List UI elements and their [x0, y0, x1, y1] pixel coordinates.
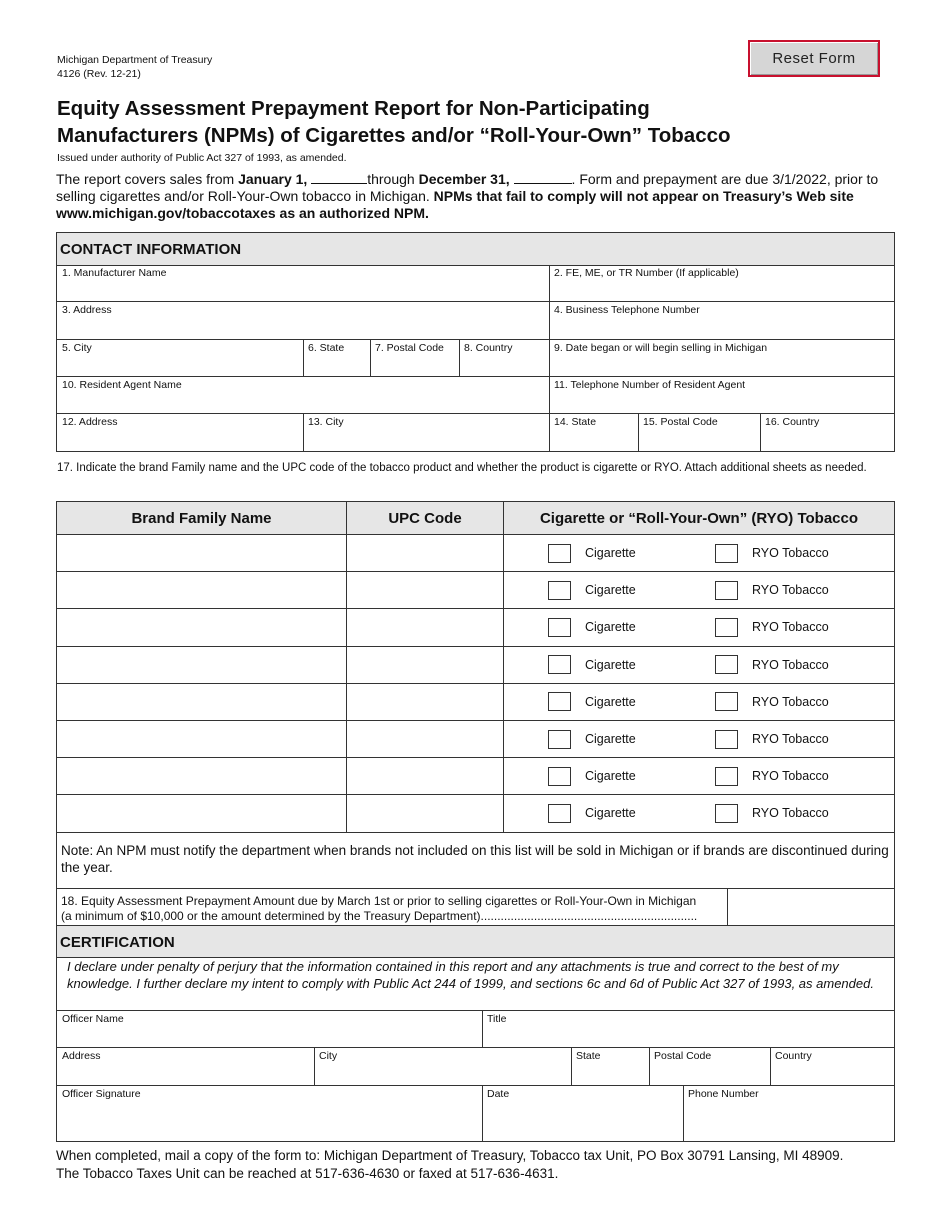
brand-family-cell[interactable] — [57, 758, 347, 795]
officer-title-field[interactable] — [482, 1011, 895, 1048]
cert-country-field[interactable] — [770, 1048, 895, 1086]
product-type-cell — [504, 795, 895, 832]
officer-title-label: Title — [487, 1013, 507, 1025]
ryo-checkbox[interactable] — [715, 655, 738, 674]
ryo-label: RYO Tobacco — [752, 546, 829, 561]
agent-postal-label: 15. Postal Code — [643, 416, 718, 428]
cigarette-checkbox[interactable] — [548, 730, 571, 749]
mailing-address: When completed, mail a copy of the form to: Michigan Department of Treasury, Tobacco tax Unit, PO Box 30791 Lansing, MI 48909. — [56, 1148, 844, 1163]
product-type-cell — [504, 758, 895, 795]
cert-country-label: Country — [775, 1050, 812, 1062]
cert-date-label: Date — [487, 1088, 510, 1100]
certification-heading: CERTIFICATION — [56, 925, 895, 958]
cigarette-checkbox[interactable] — [548, 655, 571, 674]
fein-field[interactable] — [549, 265, 895, 302]
product-type-options — [504, 655, 894, 674]
ryo-checkbox[interactable] — [715, 692, 738, 711]
cigarette-checkbox[interactable] — [548, 767, 571, 786]
cert-address-label: Address — [62, 1050, 101, 1062]
manufacturer-name-label: 1. Manufacturer Name — [62, 267, 167, 279]
city-field[interactable] — [57, 340, 304, 377]
country-label: 8. Country — [464, 342, 513, 354]
title-line-2: Manufacturers (NPMs) of Cigarettes and/or “Roll-Your-Own” Tobacco — [57, 124, 731, 147]
reset-form-button[interactable]: Reset Form — [748, 40, 880, 77]
officer-signature-label: Officer Signature — [62, 1088, 141, 1100]
cigarette-checkbox[interactable] — [548, 804, 571, 823]
cigarette-checkbox[interactable] — [548, 581, 571, 600]
authority-note: Issued under authority of Public Act 327 of 1993, as amended. — [57, 152, 347, 164]
brand-family-cell[interactable] — [57, 609, 347, 646]
brand-family-cell[interactable] — [57, 683, 347, 720]
cert-city-label: City — [319, 1050, 338, 1062]
ryo-checkbox[interactable] — [715, 804, 738, 823]
brand-family-cell[interactable] — [57, 572, 347, 609]
brand-row — [57, 572, 895, 609]
question-18-line-2: (a minimum of $10,000 or the amount determined by the Treasury Department)................................................................. — [61, 909, 698, 923]
country-field[interactable] — [459, 340, 550, 377]
brand-row — [57, 758, 895, 795]
cert-address-field[interactable] — [57, 1048, 315, 1086]
title-line-1: Equity Assessment Prepayment Report for Non-Participating — [57, 97, 650, 120]
upc-code-cell[interactable] — [347, 572, 504, 609]
ryo-label: RYO Tobacco — [752, 732, 829, 747]
product-type-options — [504, 618, 894, 637]
agent-country-field[interactable] — [760, 414, 895, 452]
ryo-label: RYO Tobacco — [752, 657, 829, 672]
fein-label: 2. FE, ME, or TR Number (If applicable) — [554, 267, 739, 279]
agent-state-label: 14. State — [554, 416, 597, 428]
product-type-header: Cigarette or “Roll-Your-Own” (RYO) Tobacco — [504, 502, 895, 535]
contact-heading: CONTACT INFORMATION — [56, 232, 895, 266]
agent-phone-field[interactable] — [549, 377, 895, 414]
cert-postal-label: Postal Code — [654, 1050, 712, 1062]
business-phone-label: 4. Business Telephone Number — [554, 304, 700, 316]
ryo-label: RYO Tobacco — [752, 806, 829, 821]
product-type-options — [504, 767, 894, 786]
product-type-options — [504, 581, 894, 600]
brand-row — [57, 646, 895, 683]
brand-row — [57, 720, 895, 757]
department-name: Michigan Department of Treasury — [57, 54, 213, 66]
product-type-cell — [504, 720, 895, 757]
product-type-options — [504, 544, 894, 563]
upc-code-cell[interactable] — [347, 535, 504, 572]
brand-row — [57, 535, 895, 572]
cigarette-checkbox[interactable] — [548, 618, 571, 637]
cigarette-label: Cigarette — [585, 694, 636, 709]
upc-code-header: UPC Code — [347, 502, 504, 535]
brand-family-cell[interactable] — [57, 795, 347, 832]
intro-december: December 31, — [418, 171, 510, 187]
question-17: 17. Indicate the brand Family name and the UPC code of the tobacco product and whether the product is cigarette or RYO. Attach additional sheets as needed. — [57, 462, 867, 474]
selling-date-label: 9. Date began or will begin selling in Michigan — [554, 342, 768, 354]
cigarette-label: Cigarette — [585, 583, 636, 598]
agent-state-field[interactable] — [549, 414, 639, 452]
cert-city-field[interactable] — [314, 1048, 572, 1086]
postal-code-field[interactable] — [370, 340, 460, 377]
product-type-cell — [504, 646, 895, 683]
brand-note: Note: An NPM must notify the department when brands not included on this list will be sold in Michigan or if brands are discontinued during the year. — [56, 832, 895, 889]
intro-warning: NPMs that fail to comply will not appear on Treasury’s Web site www.michigan.gov/tobaccotaxes as an authorized NPM. — [56, 188, 854, 221]
upc-code-cell[interactable] — [347, 720, 504, 757]
ryo-checkbox[interactable] — [715, 730, 738, 749]
business-phone-field[interactable] — [549, 302, 895, 340]
end-year-field[interactable] — [514, 172, 572, 184]
brand-family-header: Brand Family Name — [57, 502, 347, 535]
intro-january: January 1, — [238, 171, 308, 187]
cigarette-label: Cigarette — [585, 732, 636, 747]
resident-agent-field[interactable] — [57, 377, 550, 414]
cigarette-label: Cigarette — [585, 546, 636, 561]
product-type-options — [504, 730, 894, 749]
page-title — [57, 95, 897, 149]
intro-paragraph — [56, 171, 901, 222]
product-type-cell — [504, 572, 895, 609]
cert-date-field[interactable] — [482, 1086, 684, 1142]
cert-phone-field[interactable] — [683, 1086, 895, 1142]
contact-grid — [56, 265, 895, 452]
state-label: 6. State — [308, 342, 345, 354]
brand-family-cell[interactable] — [57, 535, 347, 572]
upc-code-cell[interactable] — [347, 795, 504, 832]
cigarette-label: Cigarette — [585, 769, 636, 784]
mailing-instructions — [56, 1147, 916, 1183]
officer-name-label: Officer Name — [62, 1013, 124, 1025]
ryo-checkbox[interactable] — [715, 544, 738, 563]
state-field[interactable] — [303, 340, 371, 377]
ryo-label: RYO Tobacco — [752, 583, 829, 598]
question-18-text — [61, 894, 726, 924]
ryo-label: RYO Tobacco — [752, 694, 829, 709]
brand-family-cell[interactable] — [57, 720, 347, 757]
selling-date-field[interactable] — [549, 340, 895, 377]
cigarette-label: Cigarette — [585, 620, 636, 635]
agent-address-label: 12. Address — [62, 416, 118, 428]
officer-signature-field[interactable] — [57, 1086, 483, 1142]
ryo-label: RYO Tobacco — [752, 769, 829, 784]
ryo-checkbox[interactable] — [715, 618, 738, 637]
ryo-checkbox[interactable] — [715, 767, 738, 786]
contact-phone: The Tobacco Taxes Unit can be reached at 517-636-4630 or faxed at 517-636-4631. — [56, 1166, 559, 1181]
product-type-cell — [504, 535, 895, 572]
ryo-label: RYO Tobacco — [752, 620, 829, 635]
question-18-line-1: 18. Equity Assessment Prepayment Amount due by March 1st or prior to selling cigarettes or Roll-Your-Own in Michigan — [61, 894, 697, 908]
officer-name-field[interactable] — [57, 1011, 483, 1048]
product-type-cell — [504, 683, 895, 720]
brand-row — [57, 795, 895, 832]
cert-phone-label: Phone Number — [688, 1088, 759, 1100]
brand-row — [57, 683, 895, 720]
cert-state-label: State — [576, 1050, 601, 1062]
cigarette-label: Cigarette — [585, 806, 636, 821]
cigarette-checkbox[interactable] — [548, 692, 571, 711]
agent-city-field[interactable] — [303, 414, 550, 452]
brands-header-row — [57, 502, 895, 535]
cigarette-checkbox[interactable] — [548, 544, 571, 563]
brand-row — [57, 609, 895, 646]
city-label: 5. City — [62, 342, 92, 354]
prepayment-amount-field[interactable] — [728, 889, 894, 925]
agent-country-label: 16. Country — [765, 416, 820, 428]
intro-through: through — [367, 171, 419, 187]
address-field[interactable] — [57, 302, 550, 340]
upc-code-cell[interactable] — [347, 758, 504, 795]
manufacturer-name-field[interactable] — [57, 265, 550, 302]
brands-table — [56, 501, 895, 833]
upc-code-cell[interactable] — [347, 609, 504, 646]
form-meta — [57, 53, 212, 81]
declaration-text: I declare under penalty of perjury that the information contained in this report and any attachments is true and correct to the best of my knowledge. I further declare my intent to comply with Public Act 244 of 1999, and sections 6c and 6d of Public Act 327 of 1993, as amended. — [56, 957, 895, 1011]
postal-code-label: 7. Postal Code — [375, 342, 444, 354]
intro-text-2: . Form and prepayment are due 3/1/2022, prior to selling cigarettes and/or Roll-Your-Own tobacco in Michigan. — [56, 171, 879, 204]
agent-phone-label: 11. Telephone Number of Resident Agent — [554, 379, 746, 391]
question-18 — [56, 888, 895, 926]
upc-code-cell[interactable] — [347, 683, 504, 720]
start-year-field[interactable] — [311, 172, 367, 184]
form-number: 4126 (Rev. 12-21) — [57, 68, 141, 80]
agent-postal-field[interactable] — [638, 414, 761, 452]
product-type-cell — [504, 609, 895, 646]
cert-postal-field[interactable] — [649, 1048, 771, 1086]
product-type-options — [504, 692, 894, 711]
cigarette-label: Cigarette — [585, 657, 636, 672]
brand-family-cell[interactable] — [57, 646, 347, 683]
upc-code-cell[interactable] — [347, 646, 504, 683]
agent-city-label: 13. City — [308, 416, 344, 428]
resident-agent-label: 10. Resident Agent Name — [62, 379, 182, 391]
ryo-checkbox[interactable] — [715, 581, 738, 600]
agent-address-field[interactable] — [57, 414, 304, 452]
cert-state-field[interactable] — [571, 1048, 650, 1086]
product-type-options — [504, 804, 894, 823]
address-label: 3. Address — [62, 304, 112, 316]
intro-text-1: The report covers sales from — [56, 171, 239, 187]
certification-grid — [56, 1010, 895, 1142]
